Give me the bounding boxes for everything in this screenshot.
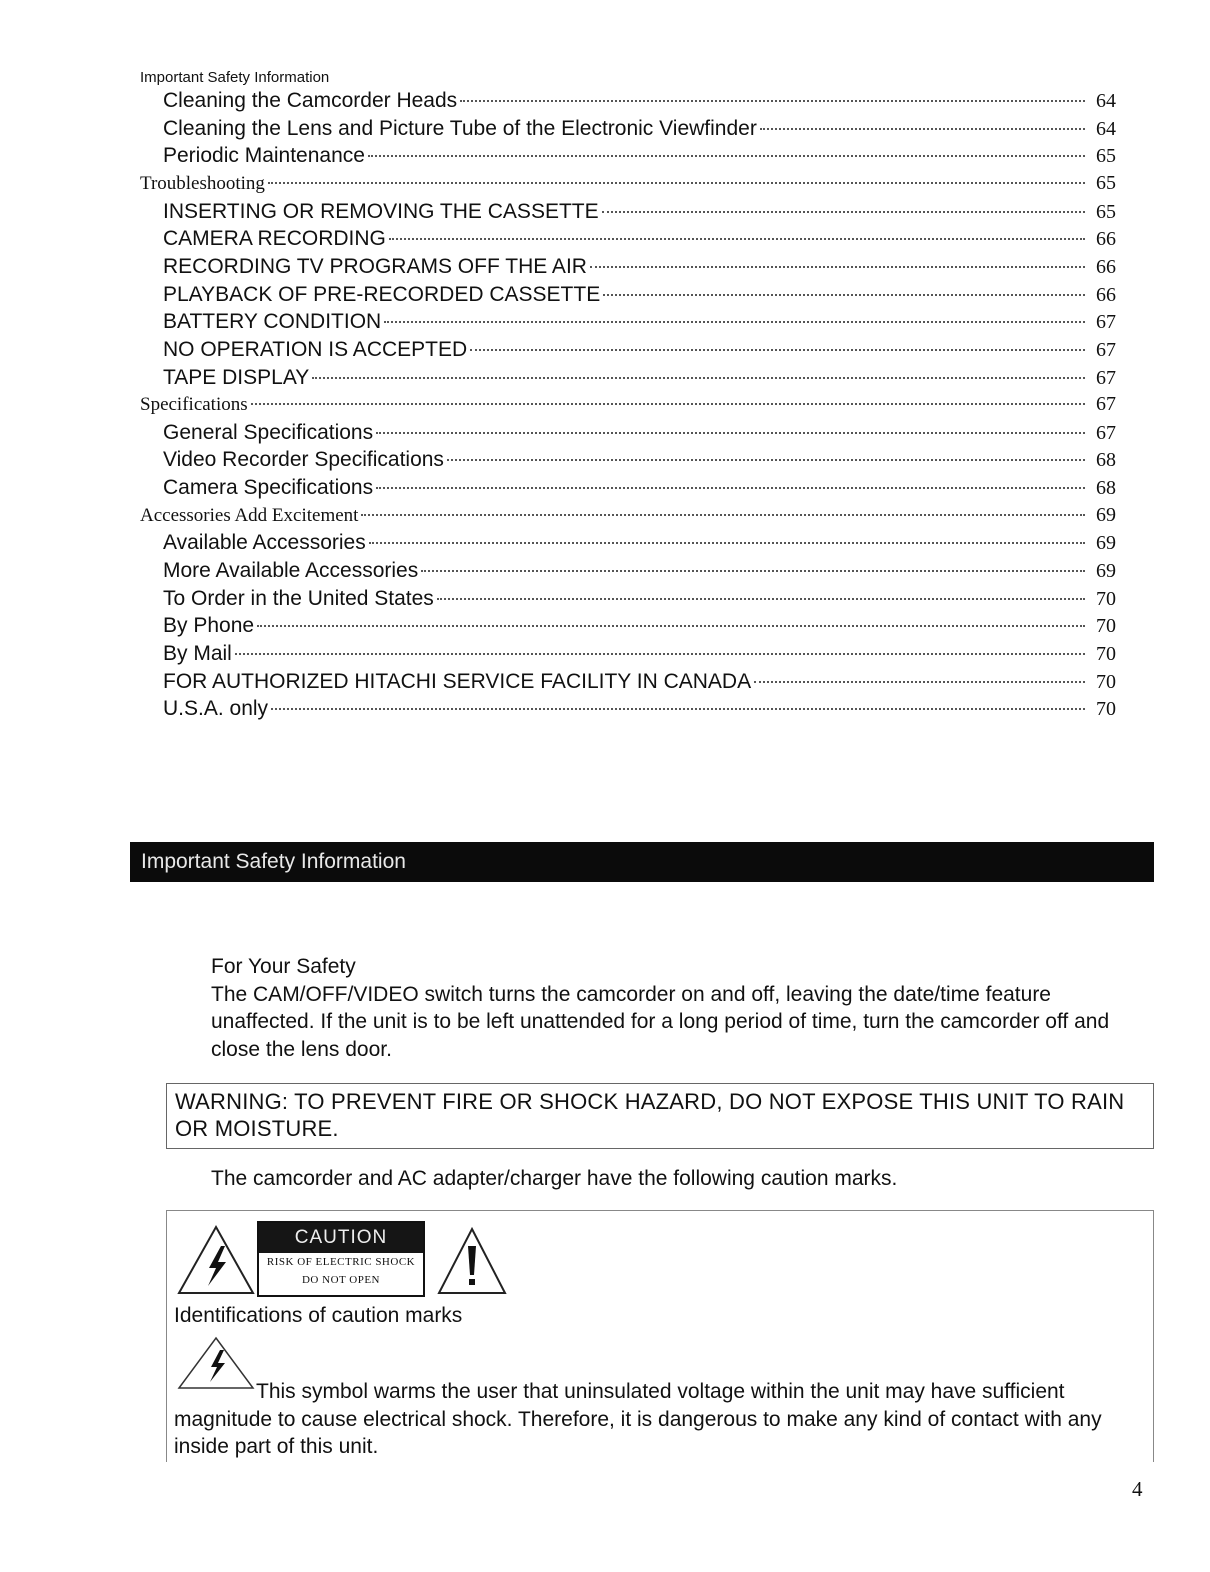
toc-row — [163, 642, 1116, 668]
exclamation-triangle-icon — [436, 1226, 508, 1296]
toc-row — [163, 670, 1116, 696]
toc-leader-dots — [368, 155, 1085, 157]
toc-row-title: Cleaning the Lens and Picture Tube of the Electronic Viewfinder — [163, 116, 757, 140]
toc-row-title: Camera Specifications — [163, 476, 374, 500]
toc-row — [163, 587, 1116, 613]
toc-leader-dots — [603, 294, 1085, 296]
toc-leader-dots — [384, 321, 1085, 323]
toc-row-title: Troubleshooting — [140, 172, 265, 194]
toc-leader-dots — [602, 211, 1085, 213]
toc-row — [163, 614, 1116, 640]
toc-row — [163, 531, 1116, 557]
toc-leader-dots — [754, 681, 1085, 683]
lightning-triangle-icon — [176, 1224, 256, 1296]
toc-row — [163, 200, 1116, 226]
toc-row-title: PLAYBACK OF PRE-RECORDED CASSETTE — [163, 282, 601, 306]
safety-body: The CAM/OFF/VIDEO switch turns the camcorder on and off, leaving the date/time feature unaffected. If the unit is to be left unattended for a long period of time, turn the camcorder off and close the lens door. — [211, 982, 1110, 1061]
toc-leader-dots — [376, 487, 1085, 489]
toc-row-title: CAMERA RECORDING — [163, 227, 386, 251]
toc-row-title: Video Recorder Specifications — [163, 448, 444, 472]
section-title-bar: Important Safety Information — [130, 842, 1154, 882]
toc-row-title: NO OPERATION IS ACCEPTED — [163, 337, 468, 361]
toc-row — [163, 338, 1116, 364]
toc-leader-dots — [590, 266, 1085, 268]
toc-row-page: 67 — [1096, 311, 1116, 334]
toc-leader-dots — [268, 182, 1085, 184]
toc-row-title: TAPE DISPLAY — [163, 365, 310, 389]
toc-row-page: 69 — [1096, 560, 1116, 583]
toc-row-title: Specifications — [140, 394, 248, 416]
symbol-explanation: This symbol warms the user that uninsulated voltage within the unit may have sufficient magnitude to cause electrical shock. Therefore, it is dangerous to make any kind of contact with any inside part of this unit. — [174, 1380, 1102, 1458]
toc-row — [163, 310, 1116, 336]
toc-leader-dots — [421, 570, 1085, 572]
toc-row-title: Periodic Maintenance — [163, 144, 365, 168]
toc-row-page: 64 — [1096, 90, 1116, 112]
toc-row-title: General Specifications — [163, 420, 374, 444]
toc-row — [163, 421, 1116, 447]
toc-row-page: 65 — [1096, 145, 1116, 168]
toc-row-page: 67 — [1096, 393, 1116, 416]
toc-row-title: U.S.A. only — [163, 697, 269, 721]
table-of-contents — [0, 0, 1210, 720]
toc-row-title: FOR AUTHORIZED HITACHI SERVICE FACILITY IN CANADA — [163, 669, 752, 693]
toc-leader-dots — [760, 128, 1085, 130]
caution-label-line-1: RISK OF ELECTRIC SHOCK — [266, 1256, 416, 1268]
toc-row — [163, 283, 1116, 309]
toc-leader-dots — [312, 377, 1085, 379]
toc-row-title: By Mail — [163, 642, 232, 665]
toc-leader-dots — [257, 625, 1085, 627]
toc-row-page: 70 — [1096, 643, 1116, 665]
toc-row-title: More Available Accessories — [163, 559, 419, 583]
toc-row-page: 70 — [1096, 698, 1116, 721]
toc-row — [163, 559, 1116, 585]
toc-row-page: 70 — [1096, 615, 1116, 638]
toc-row-page: 66 — [1096, 283, 1116, 306]
toc-row-title: Accessories Add Excitement — [140, 504, 359, 526]
toc-row-page: 69 — [1096, 503, 1116, 526]
caution-label-line-2: DO NOT OPEN — [301, 1274, 381, 1286]
toc-row-page: 69 — [1096, 532, 1116, 555]
toc-header: Important Safety Information — [140, 69, 330, 86]
caution-intro: The camcorder and AC adapter/charger have the following caution marks. — [211, 1167, 898, 1190]
toc-row — [163, 117, 1116, 143]
toc-leader-dots — [470, 349, 1085, 351]
toc-row — [140, 172, 1116, 198]
toc-row — [140, 504, 1116, 530]
caution-label-title: CAUTION — [259, 1223, 423, 1253]
toc-row-title: BATTERY CONDITION — [163, 310, 382, 334]
caution-label — [257, 1221, 425, 1297]
toc-row-title: To Order in the United States — [163, 586, 434, 610]
toc-row-page: 70 — [1096, 670, 1116, 693]
safety-block — [211, 953, 1141, 1063]
toc-row — [163, 144, 1116, 170]
toc-leader-dots — [460, 100, 1085, 102]
toc-leader-dots — [389, 238, 1085, 240]
toc-row-page: 66 — [1096, 255, 1116, 278]
toc-row-page: 67 — [1096, 366, 1116, 389]
safety-heading: For Your Safety — [211, 955, 356, 978]
toc-row — [163, 227, 1116, 253]
toc-row-title: RECORDING TV PROGRAMS OFF THE AIR — [163, 254, 587, 278]
toc-row-page: 68 — [1096, 449, 1116, 472]
toc-row-title: Cleaning the Camcorder Heads — [163, 89, 458, 112]
toc-row-page: 65 — [1096, 200, 1116, 223]
toc-leader-dots — [271, 708, 1085, 710]
toc-leader-dots — [437, 598, 1085, 600]
warning-box: WARNING: TO PREVENT FIRE OR SHOCK HAZARD, DO NOT EXPOSE THIS UNIT TO RAIN OR MOISTURE. — [166, 1083, 1154, 1149]
toc-leader-dots — [376, 432, 1085, 434]
toc-row-page: 65 — [1096, 171, 1116, 194]
page-number: 4 — [1132, 1477, 1143, 1501]
toc-row — [163, 697, 1116, 723]
toc-row — [140, 393, 1116, 419]
toc-row-page: 70 — [1096, 587, 1116, 610]
toc-leader-dots — [235, 653, 1085, 655]
toc-row-title: Available Accessories — [163, 531, 366, 555]
toc-row — [163, 366, 1116, 392]
toc-leader-dots — [251, 403, 1085, 405]
toc-leader-dots — [447, 459, 1085, 461]
toc-row — [163, 476, 1116, 502]
toc-row-title: INSERTING OR REMOVING THE CASSETTE — [163, 199, 599, 223]
toc-row-page: 67 — [1096, 338, 1116, 361]
toc-row-page: 66 — [1096, 228, 1116, 251]
toc-row — [163, 448, 1116, 474]
identifications-heading: Identifications of caution marks — [174, 1304, 463, 1327]
toc-row-page: 68 — [1096, 477, 1116, 500]
toc-row-page: 64 — [1096, 117, 1116, 140]
toc-leader-dots — [369, 542, 1085, 544]
toc-row-title: By Phone — [163, 614, 255, 638]
toc-leader-dots — [361, 514, 1085, 516]
toc-row — [163, 255, 1116, 281]
toc-row-page: 67 — [1096, 421, 1116, 444]
toc-row — [163, 89, 1116, 115]
